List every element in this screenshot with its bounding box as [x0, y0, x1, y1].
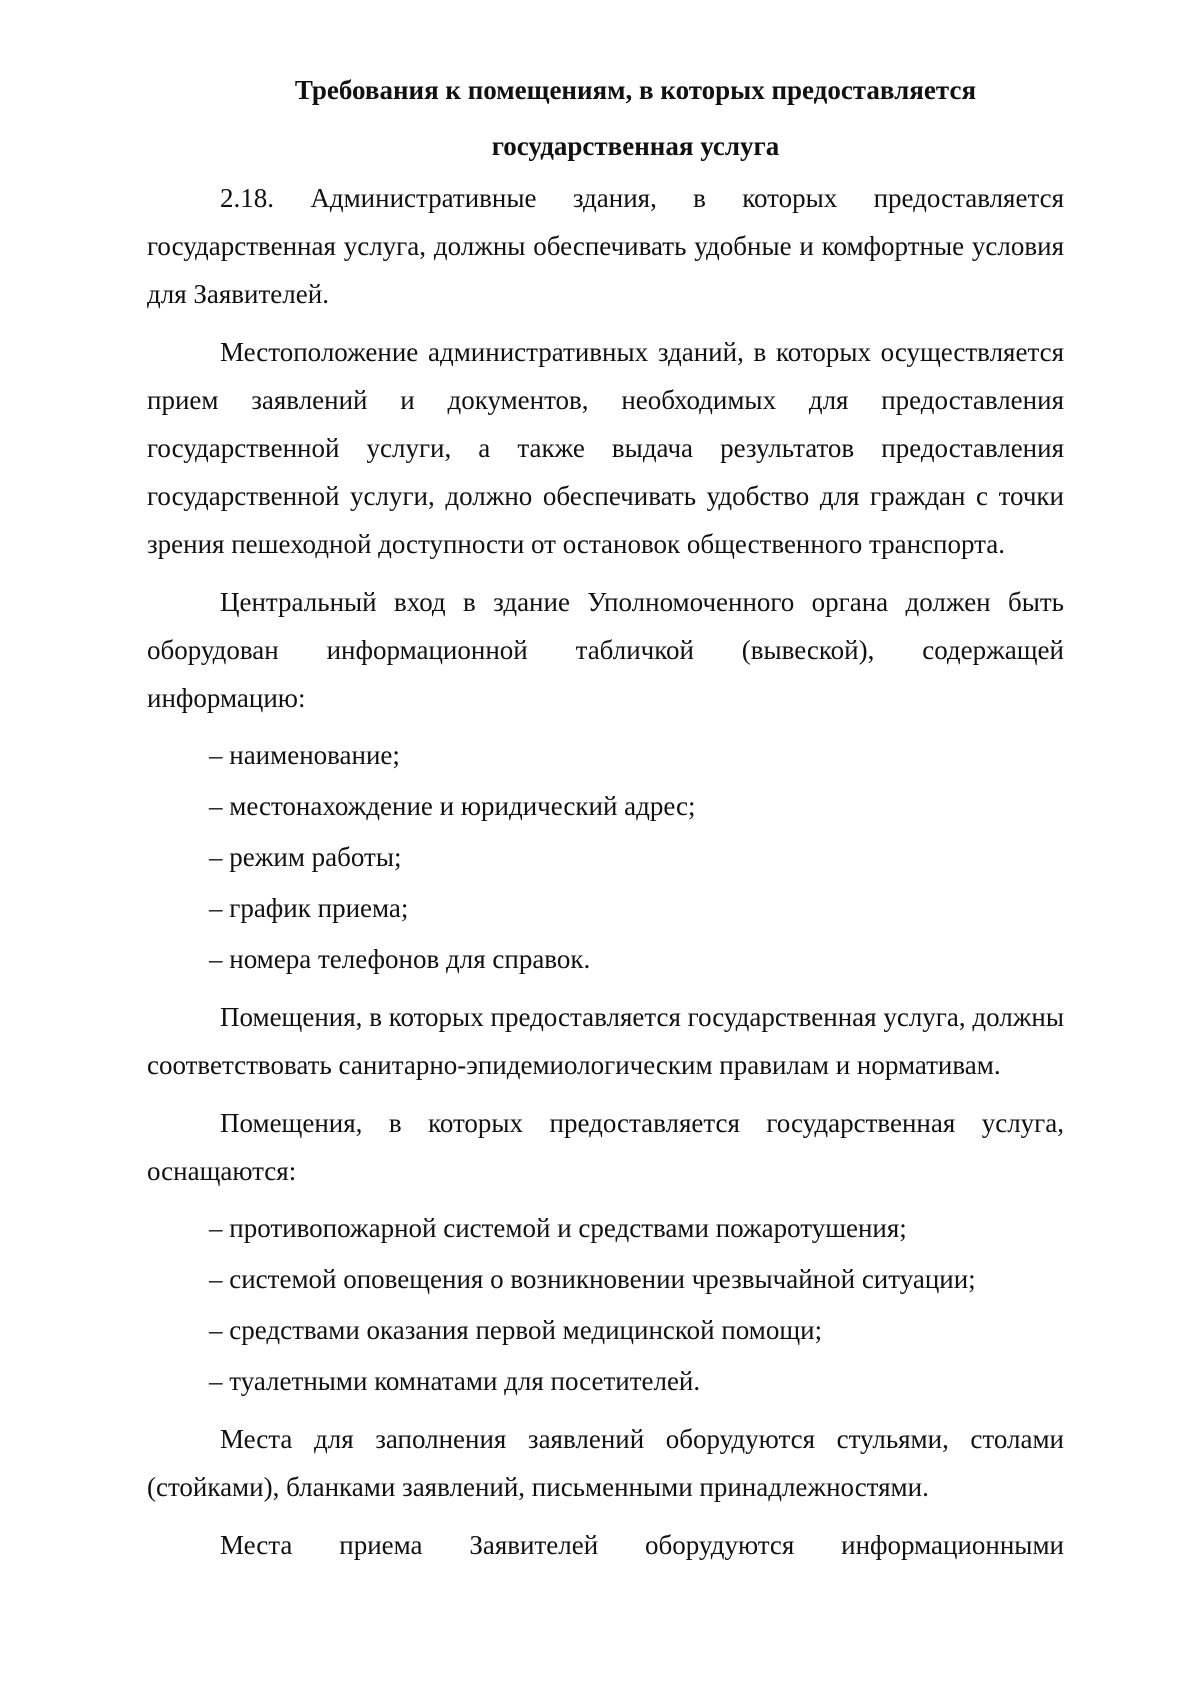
paragraph-2-18: 2.18. Административные здания, в которых предоставляется государственная услуга, должны обеспечивать удобные и комфортные условия для Заявителей.	[147, 183, 1064, 309]
list-item: – график приема;	[209, 885, 1064, 932]
document-body	[147, 62, 1064, 1569]
list-item: – режим работы;	[209, 834, 1064, 881]
section-title-line-2: государственная услуга	[491, 131, 780, 161]
list-item: – туалетными комнатами для посетителей.	[209, 1358, 1064, 1405]
paragraph-sanitary: Помещения, в которых предоставляется государственная услуга, должны соответствовать санитарно-эпидемиологическим правилам и нормативам.	[147, 1002, 1064, 1080]
list-item: – наименование;	[209, 732, 1064, 779]
list-item: – номера телефонов для справок.	[209, 936, 1064, 983]
paragraph-location: Местоположение административных зданий, в которых осуществляется прием заявлений и документов, необходимых для предоставления государственной услуги, а также выдача результатов предоставления государственной услуги, должно обеспечивать удобство для граждан с точки зрения пешеходной доступности от остановок общественного транспорта.	[147, 337, 1064, 559]
list-item: – средствами оказания первой медицинской помощи;	[209, 1307, 1064, 1354]
list-item: – системой оповещения о возникновении чрезвычайной ситуации;	[209, 1256, 1064, 1303]
paragraph-entrance-sign: Центральный вход в здание Уполномоченного органа должен быть оборудован информационной табличкой (вывеской), содержащей информацию:	[147, 587, 1064, 713]
equipment-list	[147, 1205, 1064, 1405]
list-item: – местонахождение и юридический адрес;	[209, 783, 1064, 830]
section-title	[147, 62, 1064, 174]
sign-info-list	[147, 732, 1064, 983]
section-title-line-1: Требования к помещениям, в которых предоставляется	[294, 75, 977, 105]
paragraph-equipment: Помещения, в которых предоставляется государственная услуга, оснащаются:	[147, 1108, 1064, 1186]
paragraph-reception-places: Места приема Заявителей оборудуются информационными	[220, 1530, 1064, 1560]
list-item: – противопожарной системой и средствами пожаротушения;	[209, 1205, 1064, 1252]
paragraph-filling-places: Места для заполнения заявлений оборудуются стульями, столами (стойками), бланками заявлений, письменными принадлежностями.	[147, 1424, 1064, 1502]
